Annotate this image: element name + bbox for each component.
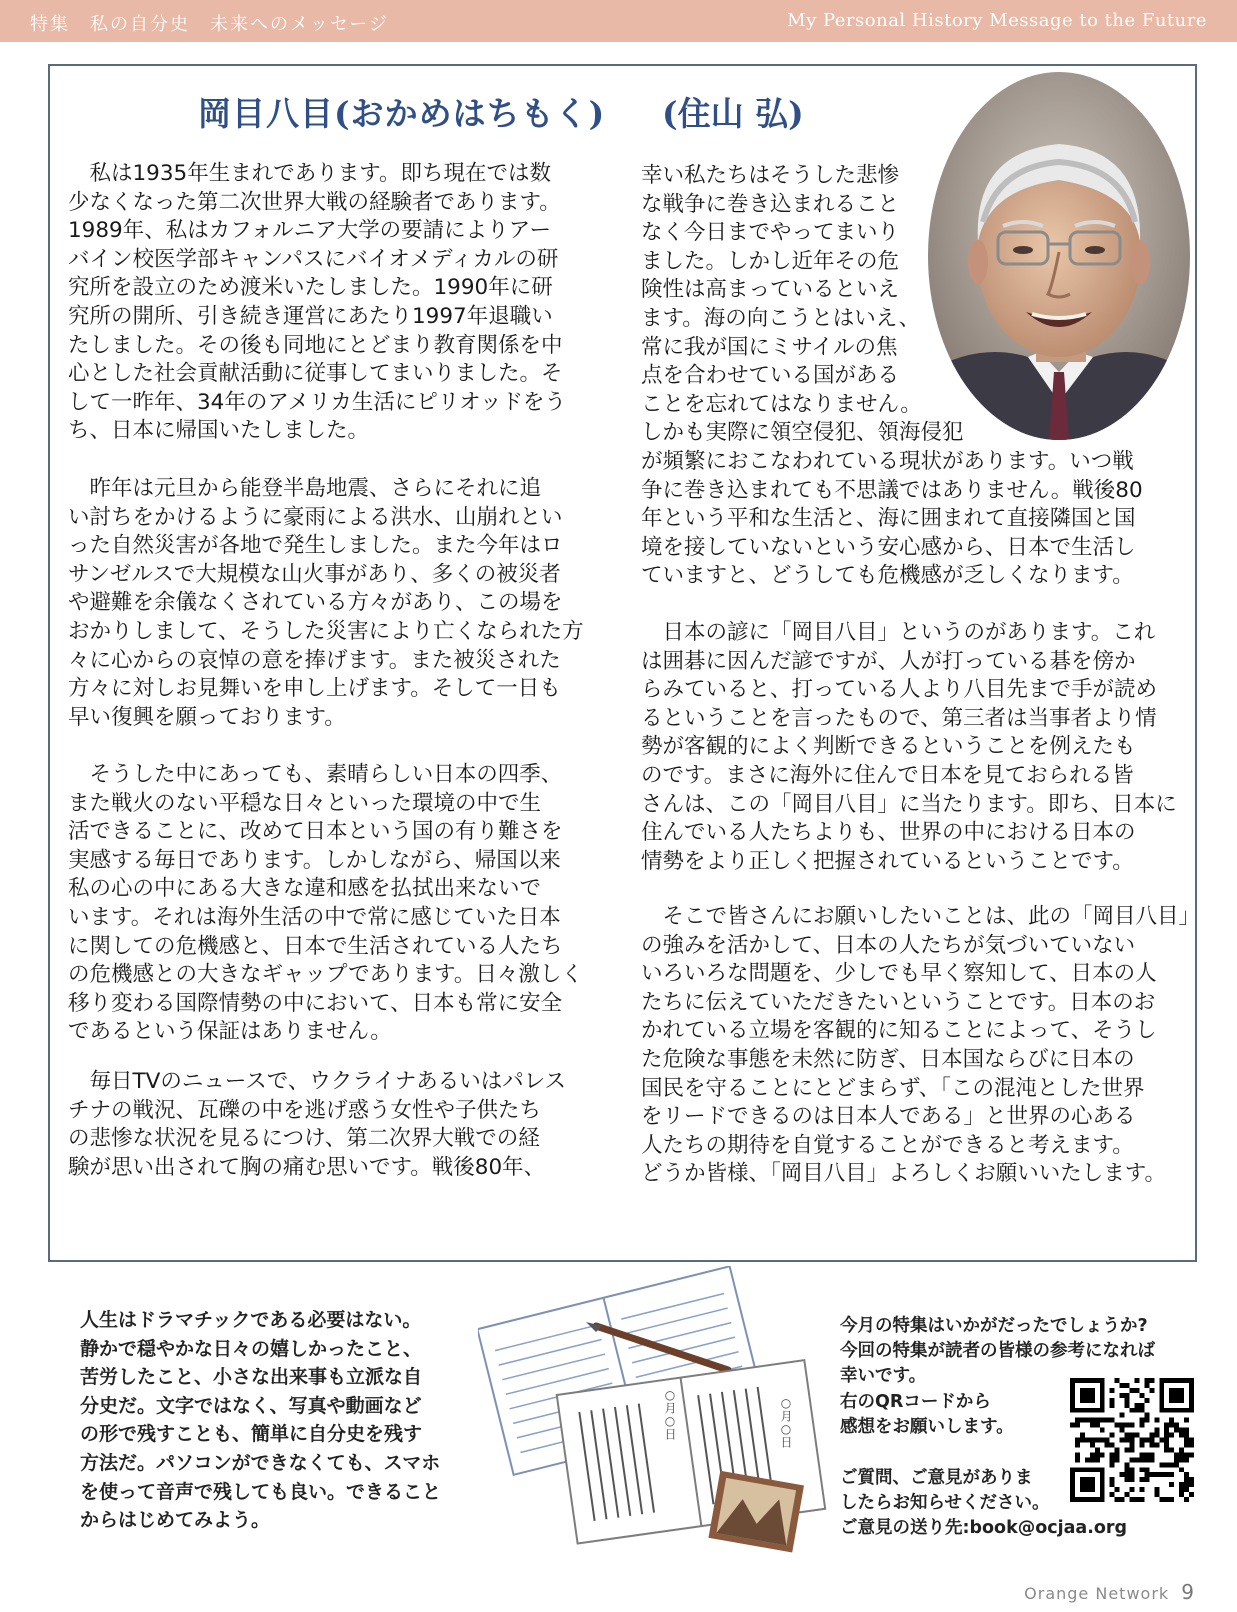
paragraph-7: そこで皆さんにお願いしたいことは、此の「岡目八目」 の強みを活かして、日本の人たちが気づいていない いろいろな問題を、少しでも早く察知して、日本の人 たちに伝えていただきたいということです。日本のお かれている立場を客観的に知ることによって、そうし た危険な事態を未然に防ぎ、日本国ならびに日本の 国民を守ることにとどまらず、「この混沌とした世界 をリードできるのは日本人である」と世界の心ある 人たちの期待を自覚することができると考えます。 どうか皆様、「岡目八目」よろしくお願いいたします。	[641, 904, 1201, 1187]
paragraph-3: そうした中にあっても、素晴らしい日本の四季、 また戦火のない平穏な日々といった環境の中で生 活できることに、改めて日本という国の有り難さを 実感する毎日であります。しかしながら、帰国以来 私の心の中にある大きな違和感を払拭出来ないで います。それは海外生活の中で常に感じていた日本 に関しての危機感と、日本で生活されている人たち の危機感との大きなギャップであります。日々激しく 移り変わる国際情勢の中において、日本も常に安全 であるという保証はありません。	[68, 762, 583, 1045]
page-number: 9	[1181, 1580, 1195, 1604]
page-footer	[1024, 1580, 1195, 1604]
section-title: 特集 私の自分史 未来へのメッセージ	[30, 14, 389, 35]
paragraph-6: 日本の諺に「岡目八目」というのがあります。これ は囲碁に因んだ諺ですが、人が打っている碁を傍か らみていると、打っている人より八目先まで手が読め るということを言ったもので、第三者は当事者より情 勢が客観的によく判断できるということを例えたも のです。まさに海外に住んで日本を見ておられる皆 さんは、この「岡目八目」に当たります。即ち、日本に 住んでいる人たちよりも、世界の中における日本の 情勢をより正しく把握されているということです。	[641, 620, 1177, 874]
paragraph-4: 毎日TVのニュースで、ウクライナあるいはパレス チナの戦況、瓦礫の中を逃げ惑う女性や子供たち の悲惨な状況を見るにつけ、第二次界大戦での経 験が思い出されて胸の痛む思いです。戦後80年、	[68, 1069, 567, 1180]
article-author: (住山 弘)	[662, 94, 804, 133]
illustration-date-2: ○月○日	[779, 1396, 793, 1448]
paragraph-2: 昨年は元旦から能登半島地震、さらにそれに追 い討ちをかけるように豪雨による洪水、山崩れとい った自然災害が各地で発生しました。また今年はロ サンゼルスで大規模な山火事があり、多くの被災者 や避難を余儀なくされている方々があり、この場を おかりしまして、そうした災害により亡くなられた方 々に心からの哀悼の意を捧げます。また被災された 方々に対しお見舞いを申し上げます。そして一日も 早い復興を願っております。	[68, 476, 584, 730]
feedback-qr-code[interactable]	[1070, 1378, 1194, 1502]
promo-text: 今月の特集はいかがだったでしょうか? 今回の特集が読者の皆様の参考になれば 幸いです。 右のQRコードから 感想をお願いします。	[840, 1316, 1155, 1437]
publication-name: Orange Network	[1024, 1584, 1170, 1603]
paragraph-1: 私は1935年生まれであります。即ち現在では数 少なくなった第二次世界大戦の経験者であります。 1989年、私はカフォルニア大学の要請によりアー バイン校医学部キャンパスにバイオメディカルの研 究所を設立のため渡米いたしました。1990年に研 究所の開所、引き続き運営にあたり1997年退職い たしました。その後も同地にとどまり教育関係を中 心とした社会貢献活動に従事してまいりました。そ して一昨年、34年のアメリカ生活にピリオッドをう ち、日本に帰国いたしました。	[68, 161, 566, 444]
header-bar	[0, 0, 1237, 42]
notebook-illustration	[478, 1266, 838, 1556]
paragraph-5: 幸い私たちはそうした悲惨 な戦争に巻き込まれること なく今日までやってまいり ました。しかし近年その危 険性は高まっているといえ ます。海の向こうとはいえ、 常に我が国にミサイルの焦 点を合わせている国がある ことを忘れてはなりません。 しかも実際に領空侵犯、領海侵犯 が頻繁におこなわれている現状があります。いつ戦 争に巻き込まれても不思議ではありません。戦後80 年という平和な生活と、海に囲まれて直接隣国と国 境を接していないという安心感から、日本で生活し ていますと、どうしても危機感が乏しくなります。	[641, 163, 1143, 589]
illustration-date-1: ○月○日	[663, 1388, 677, 1440]
essay-quote: 人生はドラマチックである必要はない。 静かで穏やかな日々の嬉しかったこと、 苦労したこと、小さな出来事も立派な自 分史だ。文字ではなく、写真や動画など の形で残すことも、簡単に自分史を残す 方法だ。パソコンができなくても、スマホ を使って音声で残しても良い。できること からはじめてみよう。	[80, 1309, 442, 1532]
contact-text: ご質問、ご意見がありま したらお知らせください。 ご意見の送り先:book@ocjaa.org	[840, 1468, 1128, 1539]
article-title: 岡目八目(おかめはちもく)	[198, 94, 606, 133]
section-title-english: My Personal History Message to the Future	[787, 10, 1207, 31]
